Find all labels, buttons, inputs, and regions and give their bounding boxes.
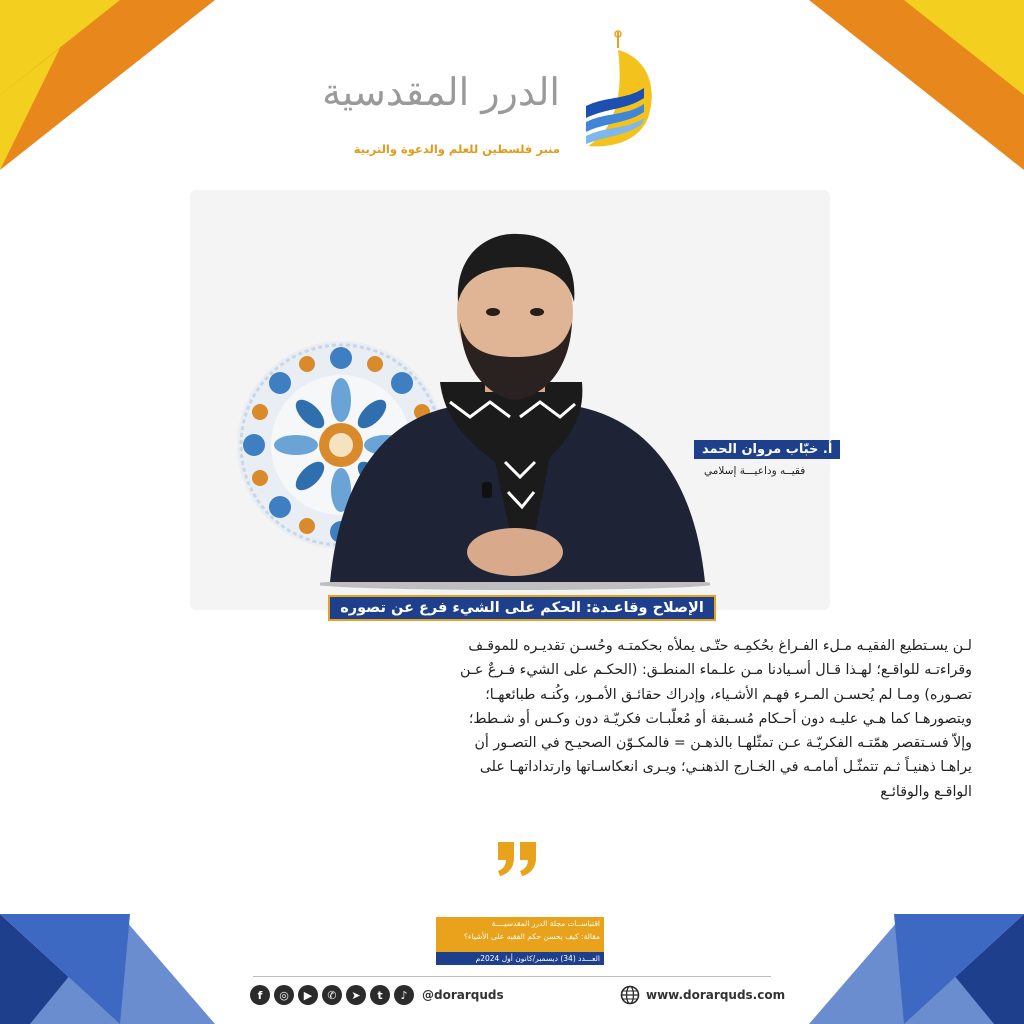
dome-logo-icon (578, 28, 660, 158)
speaker-name: أ. خبّاب مروان الحمد (694, 440, 840, 459)
footer-divider (253, 976, 771, 977)
brand-logo (322, 28, 660, 168)
telegram-icon[interactable]: ➤ (346, 985, 366, 1005)
website-url: www.dorarquds.com (646, 988, 786, 1002)
corner-decoration-bottom-left (0, 914, 215, 1024)
body-line: تصـوره) ومـا لم يُحسـن المـرء فهـم الأشـياء، وإدراك حقائـق الأمـور، وكُنـه طبائعهـا؛ (485, 686, 972, 703)
speaker-role: فقيــه وداعيـــة إسلامي (704, 465, 806, 477)
body-line: وإلاّ فسـتقصر همّتـه الفكريّـة عـن تمثّلهـا بالذهـن = فالمكـوّن الصحيـح في التصـور أن (474, 735, 972, 752)
tiktok-icon[interactable]: ♪ (394, 985, 414, 1005)
source-issue: العـــدد (34) ديسمبر/كانون أول 2024م (436, 952, 604, 965)
whatsapp-icon[interactable]: ✆ (322, 985, 342, 1005)
website-link[interactable] (620, 985, 785, 1005)
facebook-icon[interactable]: f (250, 985, 270, 1005)
social-handle: @dorarquds (422, 988, 504, 1002)
social-links (250, 985, 504, 1005)
body-line: لـن يسـتطيع الفقيـه مـلء الفـراغ بحُكمِـه حتّـى يملأه بحكمتـه وحُسـن تقديـره للموقـف (468, 638, 972, 654)
body-line: الواقـع والوقائـع (880, 783, 972, 800)
youtube-icon[interactable]: ▶ (298, 985, 318, 1005)
source-article: مقالة: كيف يحسن حكم الفقيه على الأشياء؟ (463, 932, 600, 941)
article-body (248, 634, 972, 804)
article-headline: الإصلاح وقاعـدة: الحكم على الشيء فرع عن تصوره (328, 595, 716, 621)
brand-name: الدرر المقدسية (322, 70, 560, 114)
body-line: وقراءتـه للواقـع؛ لهـذا قـال أسـيادنا مـن علـماء المنطـق: (الحكـم على الشيء فـرعٌ عـن (459, 662, 972, 679)
source-magazine: اقتباســات مجلة الدرر المقدسيــــة (491, 919, 600, 928)
body-line: ويتصورهـا كما هـي عليـه دون أحـكام مُسـبقة أو مُعلّبـات فكريّـة دون وكـس أو شـطط؛ (468, 710, 972, 727)
quote-mark-icon (496, 838, 540, 878)
corner-decoration-bottom-right (809, 914, 1024, 1024)
twitter-icon[interactable]: t (370, 985, 390, 1005)
instagram-icon[interactable]: ◎ (274, 985, 294, 1005)
globe-icon (620, 985, 640, 1005)
speaker-photo (320, 232, 710, 592)
corner-decoration-top-left (0, 0, 215, 170)
source-citation (436, 917, 604, 965)
brand-tagline: منبر فلسطين للعلم والدعوة والتربية (353, 142, 560, 156)
corner-decoration-top-right (809, 0, 1024, 170)
body-line: يراهـا ذهنيـاً ثـم تتمثّـل أمامـه في الخـارج الذهنـي؛ ويـرى انعكاسـاتها وارتداداتهـا على (479, 759, 972, 776)
